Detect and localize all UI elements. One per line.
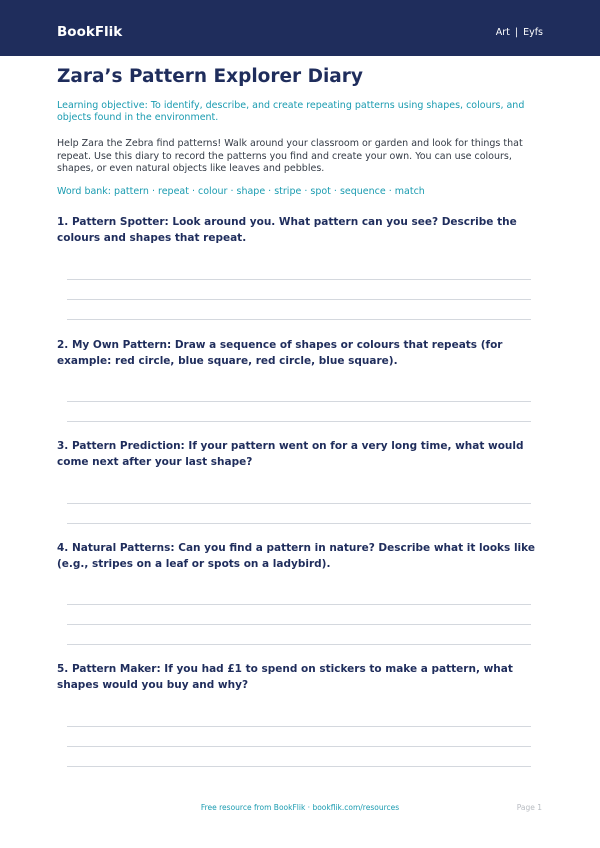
breadcrumb-separator: | [514, 27, 519, 38]
breadcrumb-level[interactable]: Eyfs [523, 27, 543, 38]
answer-line[interactable] [67, 726, 531, 727]
brand-logo[interactable]: BookFlik [57, 24, 123, 40]
answer-line[interactable] [67, 746, 531, 747]
footer-credit[interactable]: Free resource from BookFlik · bookflik.com/resources [200, 803, 400, 812]
answer-line[interactable] [67, 624, 531, 625]
question-2: 2. My Own Pattern: Draw a sequence of shapes or colours that repeats (for example: red circle, blue square, red circle, blue square). [57, 339, 503, 367]
answer-line[interactable] [67, 299, 531, 300]
answer-line[interactable] [67, 401, 531, 402]
answer-line[interactable] [67, 421, 531, 422]
answer-line[interactable] [67, 319, 531, 320]
answer-line[interactable] [67, 644, 531, 645]
question-1: 1. Pattern Spotter: Look around you. What pattern can you see? Describe the colours and shapes that repeat. [57, 216, 517, 244]
question-4: 4. Natural Patterns: Can you find a pattern in nature? Describe what it looks like (e.g., stripes on a leaf or spots on a ladybird). [57, 542, 535, 570]
answer-line[interactable] [67, 523, 531, 524]
page-title: Zara’s Pattern Explorer Diary [57, 66, 363, 87]
page-number: Page 1 [516, 803, 542, 812]
answer-line[interactable] [67, 604, 531, 605]
answer-line[interactable] [67, 279, 531, 280]
question-5: 5. Pattern Maker: If you had £1 to spend on stickers to make a pattern, what shapes would you buy and why? [57, 663, 513, 691]
site-header [0, 0, 600, 56]
answer-line[interactable] [67, 503, 531, 504]
breadcrumb-subject[interactable]: Art [495, 27, 510, 38]
learning-objective: Learning objective: To identify, describe, and create repeating patterns using shapes, colours, and objects found in the environment. [57, 100, 525, 123]
answer-line[interactable] [67, 766, 531, 767]
word-bank: Word bank: pattern · repeat · colour · shape · stripe · spot · sequence · match [57, 186, 425, 197]
question-3: 3. Pattern Prediction: If your pattern went on for a very long time, what would come next after your last shape? [57, 440, 524, 468]
breadcrumb [496, 26, 543, 40]
intro-text: Help Zara the Zebra find patterns! Walk around your classroom or garden and look for things that repeat. Use this diary to record the patterns you find and create your own. You can use colours, shapes, or even natural objects like leaves and pebbles. [57, 138, 523, 174]
